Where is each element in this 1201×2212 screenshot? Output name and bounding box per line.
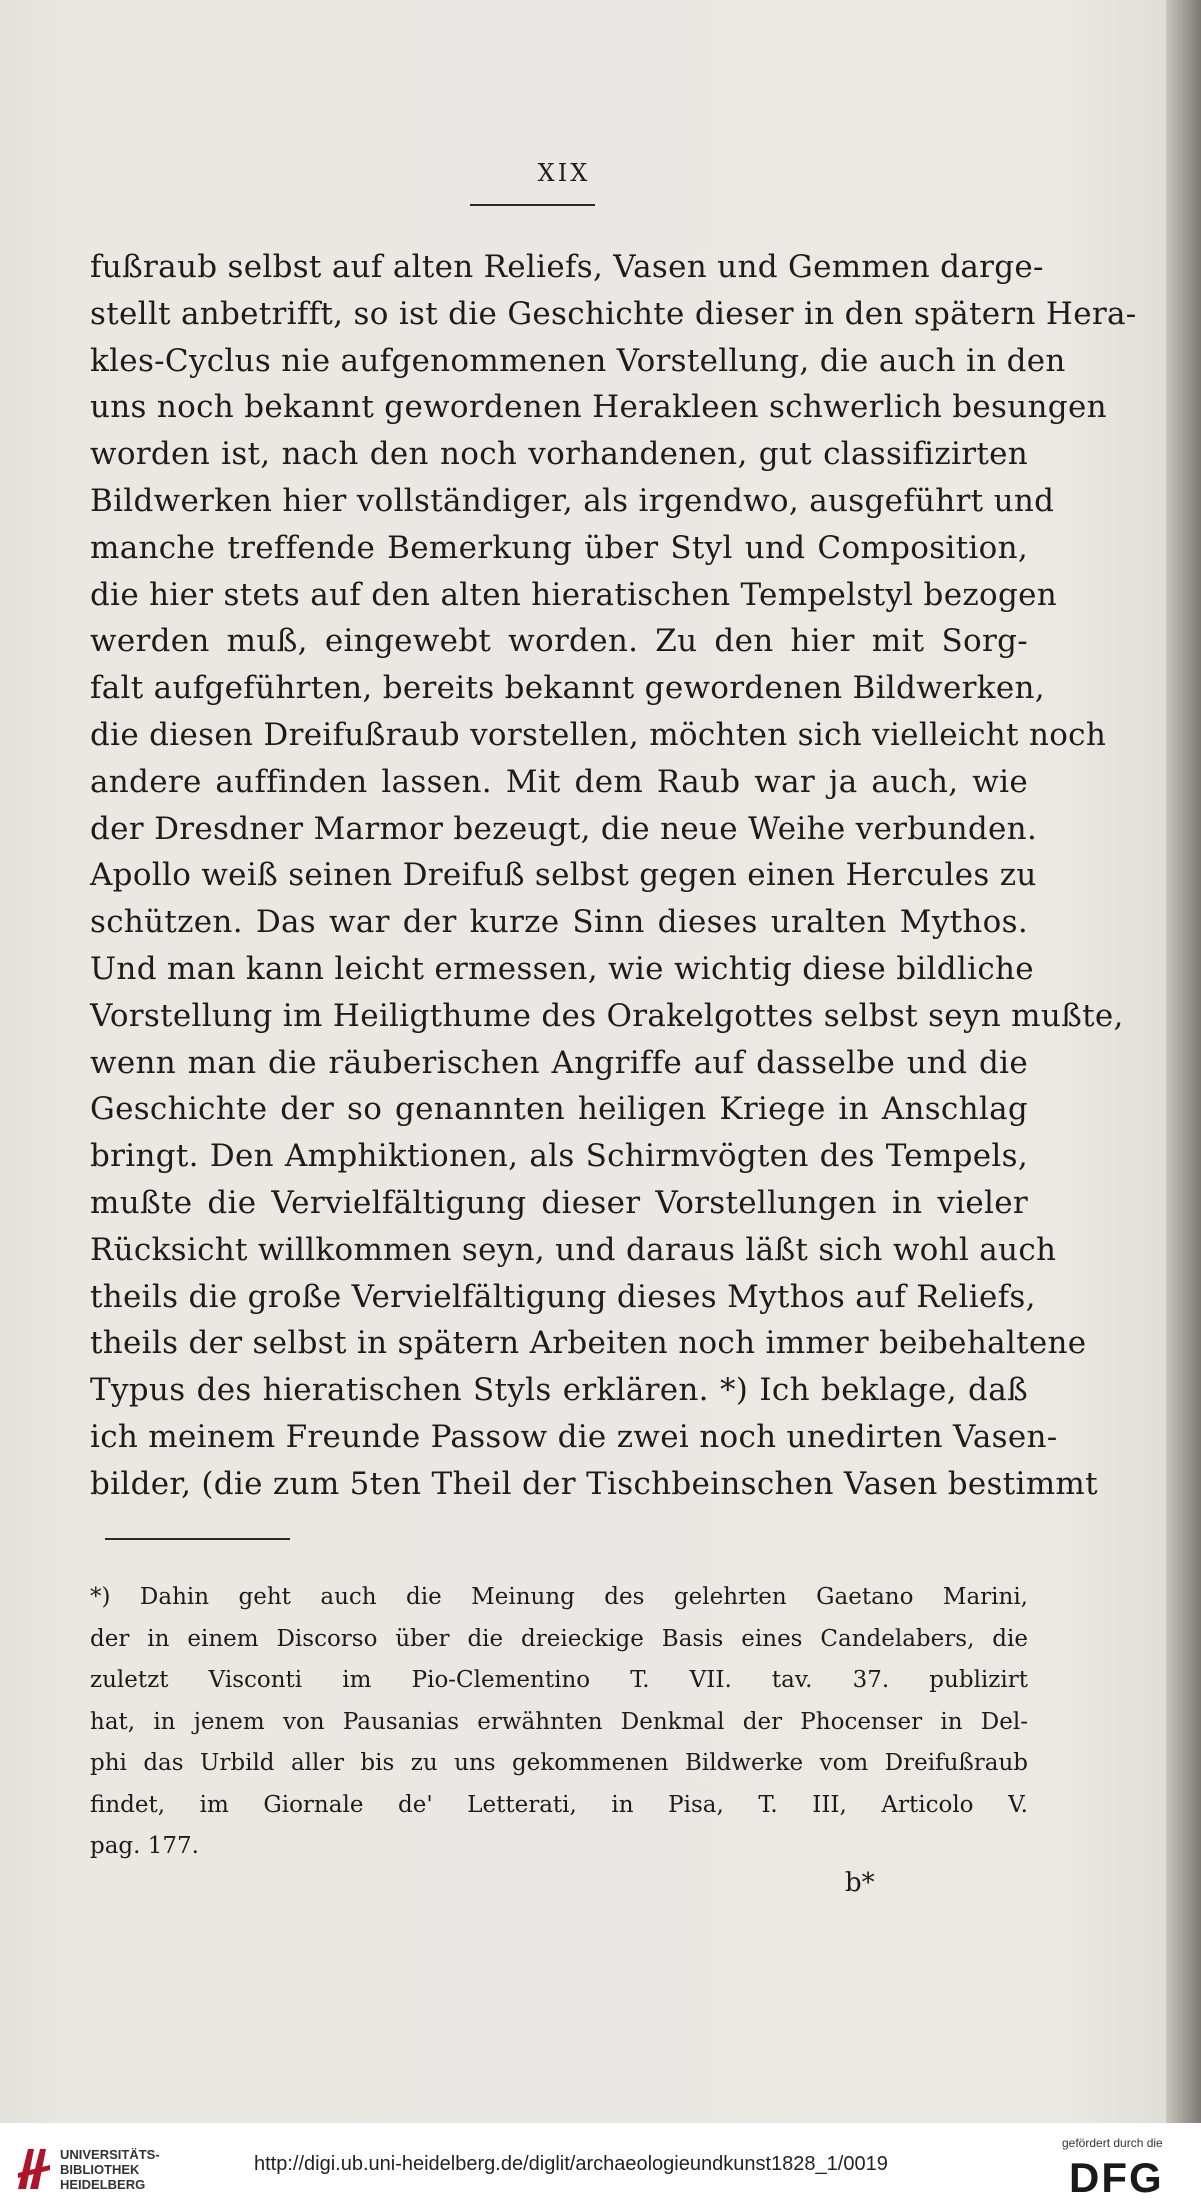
footnote-line: der in einem Discorso über die dreieckige Basis eines Candelabers, die: [90, 1625, 1028, 1652]
text-line: falt aufgeführten, bereits bekannt gewordenen Bildwerken,: [90, 670, 1045, 707]
text-line: Typus des hieratischen Styls erklären. *) Ich beklage, daß: [90, 1372, 1028, 1409]
text-line: theils der selbst in spätern Arbeiten noch immer beibehaltene: [90, 1325, 1087, 1362]
viewer-footer: [0, 2123, 1201, 2212]
footnote-line: hat, in jenem von Pausanias erwähnten Denkmal der Phocenser in Del-: [90, 1708, 1028, 1735]
footnote-line: findet, im Giornale de' Letterati, in Pisa, T. III, Articolo V.: [90, 1791, 1028, 1818]
text-line: der Dresdner Marmor bezeugt, die neue Weihe verbunden.: [90, 810, 1038, 847]
text-line: Bildwerken hier vollständiger, als irgendwo, ausgeführt und: [90, 482, 1055, 519]
footnote-line: pag. 177.: [90, 1833, 199, 1859]
text-line: bringt. Den Amphiktionen, als Schirmvögten des Tempels,: [90, 1138, 1028, 1175]
text-line: schützen. Das war der kurze Sinn dieses uralten Mythos.: [90, 904, 1028, 941]
text-line: kles-Cyclus nie aufgenommenen Vorstellung, die auch in den: [90, 342, 1066, 379]
footnotes: [90, 1577, 1028, 1868]
text-line: Geschichte der so genannten heiligen Kriege in Anschlag: [90, 1091, 1028, 1128]
text-line: wenn man die räuberischen Angriffe auf dasselbe und die: [90, 1044, 1028, 1081]
text-line: mußte die Vervielfältigung dieser Vorstellungen in vieler: [90, 1184, 1028, 1221]
text-line: stellt anbetrifft, so ist die Geschichte dieser in den spätern Hera-: [90, 295, 1137, 332]
footnote-line: *) Dahin geht auch die Meinung des gelehrten Gaetano Marini,: [90, 1584, 1028, 1610]
library-name-line: UNIVERSITÄTS-: [60, 2147, 160, 2162]
header-rule: [470, 204, 595, 206]
text-line: andere auffinden lassen. Mit dem Raub war ja auch, wie: [90, 763, 1028, 800]
page-number: XIX: [537, 159, 591, 187]
library-name-line: BIBLIOTHEK: [60, 2162, 140, 2177]
footnote-line: zuletzt Visconti im Pio-Clementino T. VII. tav. 37. publizirt: [90, 1667, 1028, 1693]
text-line: die diesen Dreifußraub vorstellen, möchten sich vielleicht noch: [90, 716, 1107, 753]
funder-label: gefördert durch die: [1062, 2136, 1163, 2150]
footnote-rule: [105, 1538, 290, 1540]
text-line: Apollo weiß seinen Dreifuß selbst gegen einen Hercules zu: [90, 857, 1037, 894]
text-line: Vorstellung im Heiligthume des Orakelgottes selbst seyn mußte,: [90, 997, 1124, 1034]
text-line: werden muß, eingewebt worden. Zu den hier mit Sorg-: [90, 623, 1028, 660]
dfg-logo: DFG: [1069, 2154, 1164, 2201]
text-line: worden ist, nach den noch vorhandenen, gut classifizirten: [90, 436, 1028, 473]
university-logo-icon: [14, 2143, 54, 2195]
text-line: manche treffende Bemerkung über Styl und Composition,: [90, 529, 1028, 566]
text-line: uns noch bekannt gewordenen Herakleen schwerlich besungen: [90, 389, 1107, 426]
text-line: theils die große Vervielfältigung dieses Mythos auf Reliefs,: [90, 1278, 1036, 1315]
text-line: die hier stets auf den alten hieratischen Tempelstyl bezogen: [90, 576, 1057, 613]
library-name: [60, 2147, 160, 2192]
body-text: [90, 244, 1137, 1508]
text-line: Rücksicht willkommen seyn, und daraus läßt sich wohl auch: [90, 1231, 1057, 1268]
footnote-line: phi das Urbild aller bis zu uns gekommenen Bildwerke vom Dreifußraub: [90, 1750, 1028, 1776]
page-edge: [1166, 0, 1201, 2123]
library-name-line: HEIDELBERG: [60, 2177, 146, 2192]
signature-mark: b*: [845, 1868, 875, 1898]
permalink-url[interactable]: http://digi.ub.uni-heidelberg.de/diglit/archaeologieundkunst1828_1/0019: [254, 2153, 888, 2175]
text-line: fußraub selbst auf alten Reliefs, Vasen und Gemmen darge-: [90, 249, 1044, 285]
text-line: ich meinem Freunde Passow die zwei noch unedirten Vasen-: [90, 1418, 1058, 1455]
text-line: Und man kann leicht ermessen, wie wichtig diese bildliche: [90, 950, 1034, 987]
text-line: bilder, (die zum 5ten Theil der Tischbeinschen Vasen bestimmt: [90, 1465, 1098, 1502]
